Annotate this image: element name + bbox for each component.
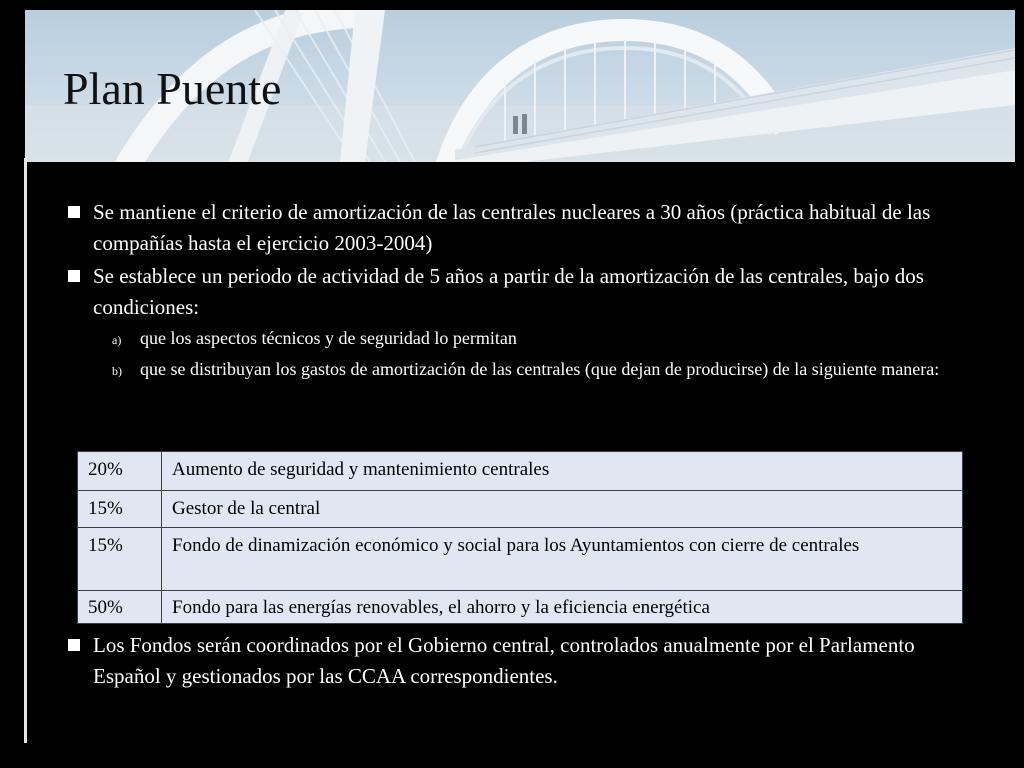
bullet-amortization-criterion: [68, 197, 968, 259]
sub-item-b: [112, 356, 952, 382]
header-banner: [25, 10, 1015, 162]
description-cell: Fondo de dinamización económico y social para los Ayuntamientos con cierre de centrales: [162, 528, 963, 591]
sub-item-letter: b): [112, 364, 122, 378]
percent-cell: 50%: [78, 591, 162, 624]
table-row: [78, 528, 963, 591]
description-cell: Gestor de la central: [162, 491, 963, 528]
percent-cell: 15%: [78, 528, 162, 591]
sub-item-a: [112, 325, 952, 351]
description-cell: Fondo para las energías renovables, el ahorro y la eficiencia energética: [162, 591, 963, 624]
table-row: [78, 491, 963, 528]
bullet-text: Se establece un periodo de actividad de 5 años a partir de la amortización de las centrales, bajo dos condiciones:: [93, 264, 924, 319]
bullet-text: Los Fondos serán coordinados por el Gobierno central, controlados anualmente por el Parlamento Español y gestionados por las CCAA correspondientes.: [93, 633, 915, 688]
distribution-table: [77, 451, 963, 624]
square-bullet-icon: [68, 639, 80, 651]
left-vertical-rule: [24, 158, 27, 743]
percent-cell: 15%: [78, 491, 162, 528]
sub-item-text: que se distribuyan los gastos de amortización de las centrales (que dejan de producirse) de la siguiente manera:: [140, 359, 940, 379]
table-row: [78, 591, 963, 624]
sub-item-letter: a): [112, 333, 122, 347]
bullet-activity-period: [68, 261, 968, 323]
sub-item-text: que los aspectos técnicos y de seguridad lo permitan: [140, 328, 517, 348]
bullet-text: Se mantiene el criterio de amortización de las centrales nucleares a 30 años (práctica habitual de las compañías hasta el ejercicio 2003-2004): [93, 200, 931, 255]
square-bullet-icon: [68, 206, 80, 218]
bullet-funds-coordination: [68, 630, 968, 692]
square-bullet-icon: [68, 270, 80, 282]
slide-title: Plan Puente: [63, 63, 282, 114]
table-row: [78, 452, 963, 491]
description-cell: Aumento de seguridad y mantenimiento centrales: [162, 452, 963, 491]
percent-cell: 20%: [78, 452, 162, 491]
